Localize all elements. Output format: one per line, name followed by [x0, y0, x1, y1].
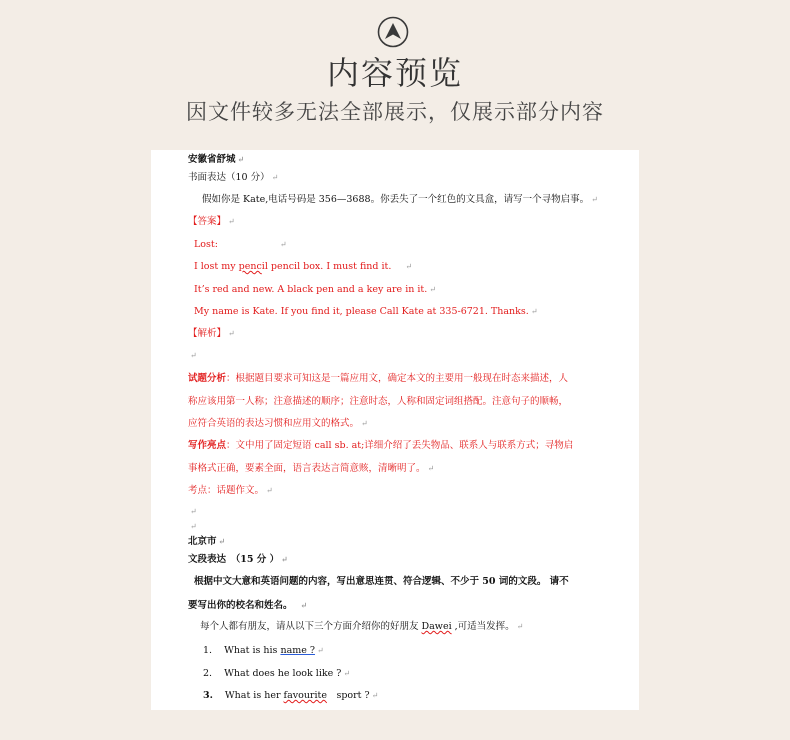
- answer-line-2: I lost my pencil pencil box. I must find it. ↵: [194, 261, 413, 272]
- analysis-para-1-line-1: 试题分析：根据题目要求可知这是一篇应用文，确定本文的主要用一般现在时态来描述，人: [188, 373, 569, 384]
- document-preview: [151, 150, 639, 710]
- answer-label: 【答案】 ↵: [188, 216, 235, 227]
- blank-line: ↵: [190, 522, 197, 531]
- answer-line-3: It’s red and new. A black pen and a key are in it. ↵: [194, 284, 436, 295]
- answer-line-4: My name is Kate. If you find it, please Call Kate at 335-6721. Thanks. ↵: [194, 306, 538, 317]
- page-title: 内容预览: [326, 54, 463, 92]
- section-2-region: 北京市 ↵: [188, 536, 226, 547]
- analysis-para-1-line-2: 称应该用第一人称；注意描述的顺序；注意时态，人称和固定词组搭配。注意句子的顺畅，: [188, 396, 569, 407]
- section-1-prompt: 假如你是 Kate,电话号码是 356—3688。你丢失了一个红色的文具盒，请写一个寻物启事。 ↵: [202, 194, 598, 205]
- section-1-region: 安徽省舒城 ↵: [188, 154, 245, 165]
- analysis-para-2-line-2: 事格式正确，要素全面，语言表达言简意赅，清晰明了。 ↵: [188, 463, 435, 474]
- section-2-requirement-line-1: 根据中文大意和英语问题的内容，写出意思连贯、符合逻辑、不少于 50 词的文段。 请不: [194, 576, 569, 587]
- section-2-task: 文段表达 （15 分 ） ↵: [188, 554, 288, 565]
- section-2-requirement-line-2: 要写出你的校名和姓名。 ↵: [188, 600, 308, 611]
- blank-line: ↵: [190, 507, 197, 516]
- page-subtitle: 因文件较多无法全部展示，仅展示部分内容: [186, 100, 604, 124]
- analysis-label: 【解析】 ↵: [188, 328, 235, 339]
- analysis-point: 考点：话题作文。 ↵: [188, 485, 273, 496]
- up-arrow-logo-icon: [377, 16, 409, 48]
- section-1-task: 书面表达（10 分） ↵: [188, 172, 279, 183]
- section-2-intro: 每个人都有朋友，请从以下三个方面介绍你的好朋友 Dawei ,可适当发挥。 ↵: [200, 621, 524, 632]
- analysis-para-1-line-3: 应符合英语的表达习惯和应用文的格式。 ↵: [188, 418, 368, 429]
- question-1: 1. What is his name ? ↵: [203, 645, 324, 656]
- analysis-para-2-line-1: 写作亮点：文中用了固定短语 call sb. at;详细介绍了丢失物品、联系人与联系方式；寻物启: [188, 440, 574, 451]
- question-3: 3. What is her favourite sport ? ↵: [203, 690, 379, 701]
- blank-line: ↵: [190, 351, 197, 360]
- question-2: 2. What does he look like ? ↵: [203, 668, 351, 679]
- answer-line-1: Lost: ↵: [194, 239, 287, 250]
